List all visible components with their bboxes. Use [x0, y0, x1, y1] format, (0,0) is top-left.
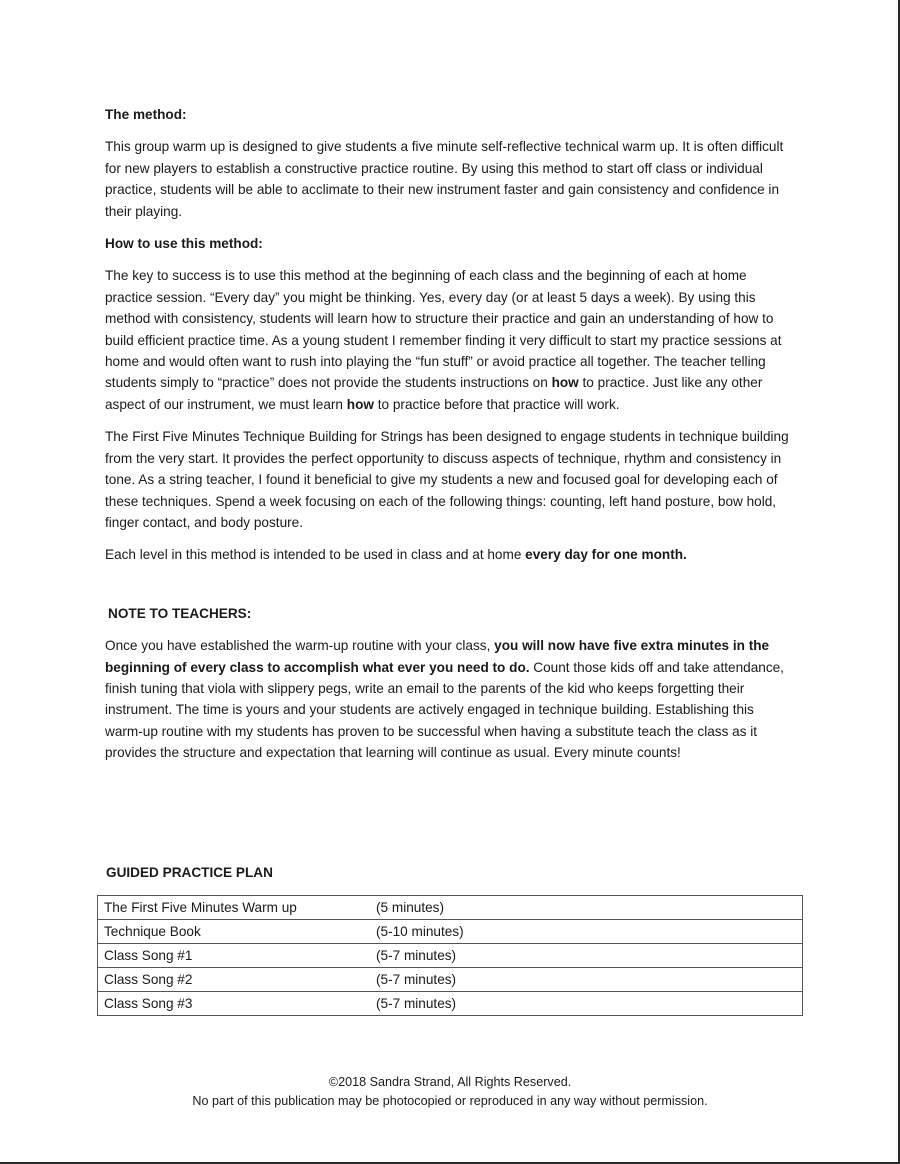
plan-item: Class Song #2 [98, 968, 363, 992]
note-bold-text: you will now have five extra minutes in the beginning of every class to accomplish what ever you need to do. [105, 638, 770, 675]
plan-time: (5-7 minutes) [362, 968, 803, 992]
note-to-teachers-paragraph [105, 635, 795, 763]
method-paragraph: This group warm up is designed to give students a five minute self-reflective technical warm up. It is often difficult for new players to establish a constructive practice routine. By using this method to start off class or individual practice, students will be able to acclimate to their new instrument faster and gain consistency and confidence in their playing. [105, 139, 784, 219]
plan-item: Technique Book [98, 920, 363, 944]
how-to-use-p1-text-a: The key to success is to use this method at the beginning of each class and the beginning of each at home practice session. “Every day” you might be thinking. Yes, every day (or at least 5 days a week). By using this method with consistency, students will learn how to structure their practice and gain an understanding of how to build efficient practice time. As a young student I remember finding it very difficult to start my practice sessions at home and would often want to rush into playing the “fun stuff” or avoid practice all together. The teacher telling students simply to “practice” does not provide the students instructions on [105, 268, 782, 391]
copyright-line: ©2018 Sandra Strand, All Rights Reserved. [328, 1075, 572, 1089]
table-row [98, 920, 803, 944]
spacer [105, 577, 795, 603]
practice-plan-table [97, 895, 803, 1016]
plan-time: (5 minutes) [362, 896, 803, 920]
note-text-b: Count those kids off and take attendance, finish tuning that viola with slippery pegs, write an email to the parents of the kid who keeps forgetting their instrument. The time is yours and your students are actively engaged in technique building. Establishing this warm-up routine with my students has proven to be successful when having a substitute teach the class as it provides the structure and expectation that learning will continue as usual. Every minute counts! [105, 659, 784, 761]
document-page [105, 104, 795, 775]
how-to-use-p1-bold-2: how [346, 396, 374, 412]
plan-time: (5-10 minutes) [362, 920, 803, 944]
how-to-use-paragraph-1 [105, 265, 795, 415]
plan-item: Class Song #3 [98, 992, 363, 1016]
plan-time: (5-7 minutes) [362, 944, 803, 968]
how-to-use-p3-bold: every day for one month. [525, 547, 687, 563]
practice-plan-heading: GUIDED PRACTICE PLAN [106, 865, 273, 880]
how-to-use-paragraph-3 [105, 544, 795, 565]
footer [0, 1073, 900, 1111]
permission-notice: No part of this publication may be photocopied or reproduced in any way without permission. [192, 1094, 708, 1108]
how-to-use-paragraph-2: The First Five Minutes Technique Building for Strings has been designed to engage students in technique building from the very start. It provides the perfect opportunity to discuss aspects of technique, rhythm and consistency in tone. As a string teacher, I found it beneficial to give my students a new and focused goal for developing each of these techniques. Spend a week focusing on each of the following things: counting, left hand posture, bow hold, finger contact, and body posture. [105, 429, 789, 530]
table-row [98, 944, 803, 968]
how-to-use-p1-text-c: to practice before that practice will work. [373, 396, 620, 412]
how-to-use-heading: How to use this method: [105, 236, 263, 252]
note-text-a: Once you have established the warm-up routine with your class, [105, 638, 495, 654]
how-to-use-p3-text: Each level in this method is intended to be used in class and at home [105, 547, 526, 563]
note-to-teachers-heading: NOTE TO TEACHERS: [108, 605, 252, 621]
plan-time: (5-7 minutes) [362, 992, 803, 1016]
table-row [98, 992, 803, 1016]
how-to-use-p1-text-b: to practice. Just like any other aspect of our instrument, we must learn [105, 375, 763, 412]
table-row [98, 896, 803, 920]
plan-item: Class Song #1 [98, 944, 363, 968]
plan-item: The First Five Minutes Warm up [98, 896, 363, 920]
how-to-use-p1-bold-1: how [551, 375, 579, 391]
table-row [98, 968, 803, 992]
method-heading: The method: [105, 107, 187, 122]
